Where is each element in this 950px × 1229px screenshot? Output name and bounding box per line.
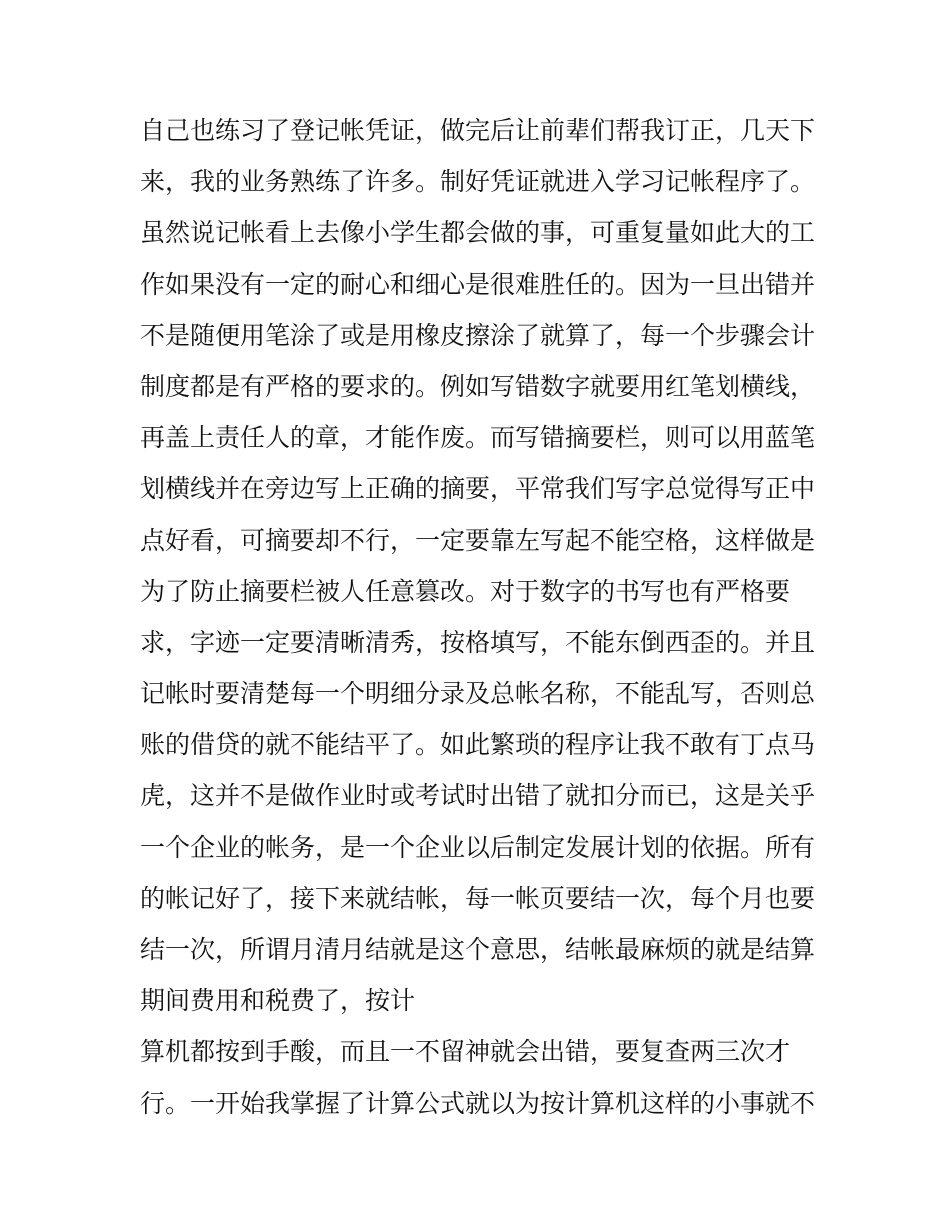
text-line-9: 点好看，可摘要却不行，一定要靠左写起不能空格，这样做是	[140, 525, 816, 555]
text-line-2: 来，我的业务熟练了许多。制好凭证就进入学习记帐程序了。	[140, 167, 816, 197]
text-line-6: 制度都是有严格的要求的。例如写错数字就要用红笔划横线，	[140, 371, 816, 401]
text-line-13: 账的借贷的就不能结平了。如此繁琐的程序让我不敢有丁点马	[140, 730, 816, 760]
text-line-4: 作如果没有一定的耐心和细心是很难胜任的。因为一旦出错并	[140, 269, 816, 299]
text-line-12: 记帐时要清楚每一个明细分录及总帐名称，不能乱写，否则总	[140, 679, 816, 709]
text-line-5: 不是随便用笔涂了或是用橡皮擦涂了就算了，每一个步骤会计	[140, 320, 816, 350]
body-text	[140, 105, 830, 1129]
text-line-3: 虽然说记帐看上去像小学生都会做的事，可重复量如此大的工	[140, 218, 816, 248]
text-line-17: 结一次，所谓月清月结就是这个意思，结帐最麻烦的就是结算	[140, 935, 816, 964]
text-line-10: 为了防止摘要栏被人任意篡改。对于数字的书写也有严格要	[140, 576, 791, 606]
text-line-11: 求，字迹一定要清晰清秀，按格填写，不能东倒西歪的。并且	[140, 627, 816, 657]
text-line-1: 自己也练习了登记帐凭证，做完后让前辈们帮我订正，几天下	[140, 116, 816, 145]
text-line-8: 划横线并在旁边写上正确的摘要，平常我们写字总觉得写正中	[140, 474, 816, 504]
text-line-16: 的帐记好了，接下来就结帐，每一帐页要结一次，每个月也要	[140, 883, 816, 913]
text-line-14: 虎，这并不是做作业时或考试时出错了就扣分而已，这是关乎	[140, 781, 816, 811]
text-line-20: 行。一开始我掌握了计算公式就以为按计算机这样的小事就不	[140, 1088, 816, 1118]
text-line-15: 一个企业的帐务，是一个企业以后制定发展计划的依据。所有	[140, 832, 816, 862]
text-line-18: 期间费用和税费了，按计	[140, 986, 416, 1016]
text-line-7: 再盖上责任人的章，才能作废。而写错摘要栏，则可以用蓝笔	[140, 423, 816, 453]
text-line-19: 算机都按到手酸，而且一不留神就会出错，要复查两三次才	[140, 1037, 791, 1067]
